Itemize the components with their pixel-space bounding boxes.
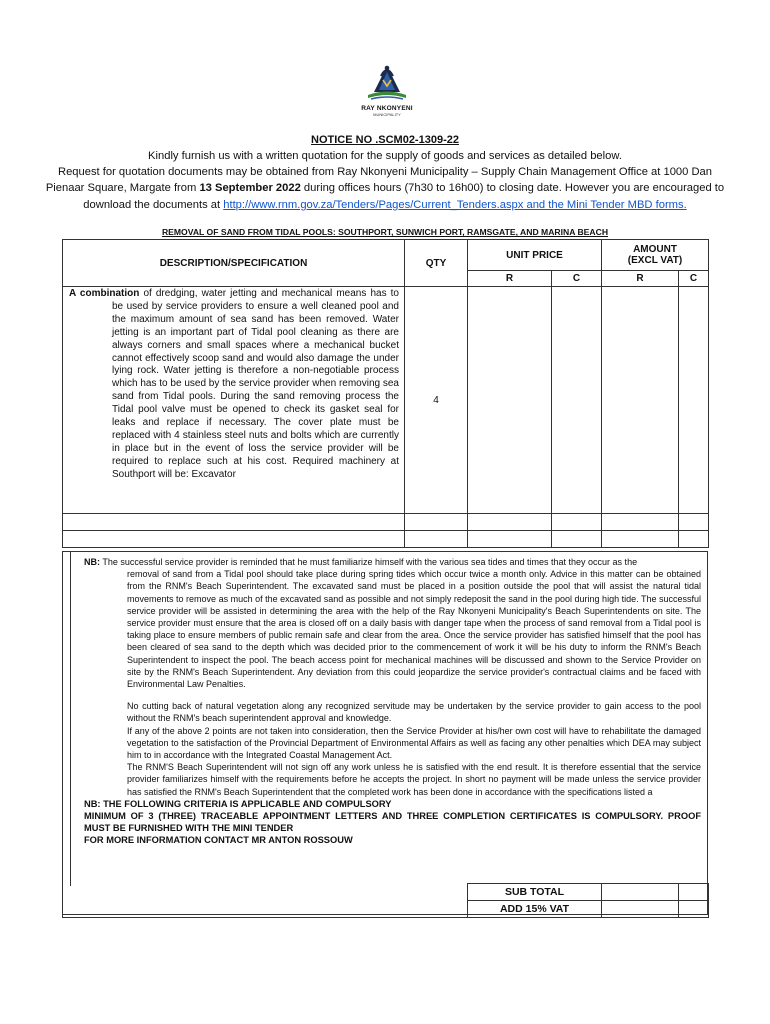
table-title: REMOVAL OF SAND FROM TIDAL POOLS: SOUTHPORT, SUNWICH PORT, RAMSGATE, AND MARINA BEACH <box>161 227 609 237</box>
amount-c-header: C <box>679 271 709 287</box>
unit-price-header: UNIT PRICE <box>468 240 602 271</box>
logo-name: RAY NKONYENI <box>361 105 413 112</box>
nb-paragraph-1-cont: removal of sand from a Tidal pool should take place during spring tides which occur twice a month only. Advice in this matter can be obtained from the RNM's Beach Superintendent. The excavated sand must be placed in a position outside the pool that will assist the natural tidal movements to remove as much of the excavated sand as possible and not simply redeposit the sand in the pool during high tide. The successful service provider will be assisted in determining the area with the help of the Ray Nkonyeni Municipality's Beach Superintendents on site. The service provider must ensure that the area is closed off on a daily basis with danger tape when the process of sand removal from a Tidal pool is taking place to ensure members of public remain safe and clear from the area. Once the service provider has satisfied himself that the pool has been cleared of sea sand to the depth which was decided prior to the commencement of work it will be his duty to inform the RNM's Beach Superintendent to inspect the pool. The beach access point for mechanical machines will be discussed and shown to the Service Provider on site by the RNM's Beach Superintendent. Any deviation from this could jeopardize the service provider's contractual claims and be faced with Environmental Law Penalties. <box>127 569 701 690</box>
subtotal-label: SUB TOTAL <box>468 884 602 901</box>
amount-header: AMOUNT (EXCL VAT) <box>602 240 709 271</box>
nb-contact: FOR MORE INFORMATION CONTACT MR ANTON ROSSOUW <box>84 835 353 846</box>
item-description: A combination of dredging, water jetting and mechanical means has to be used by service providers to ensure a well cleaned pool and the maximum amount of sea sand has been removed. Water jetting is an important part of Tidal pool cleaning as there are always corners and small spaces where a mechanical bucket cannot effectively scoop sand and would also damage the under lying rock. Water jetting is therefore a non-negotiable process which has to be used by the service provider when removing sea sand from Tidal pools. During the sand removing process the Tidal pool valve must be opened to check its gasket seal for leaks and replace if necessary. The cover plate must be replaced with 4 stainless steel nuts and bolts which are currently in place but in the event of loss the service provider will be required to replace such at his cost. Required machinery at Southport will be: Excavator <box>63 287 405 514</box>
logo-subtitle: MUNICIPALITY <box>373 112 401 117</box>
unit-price-r-cell[interactable] <box>468 287 552 514</box>
nb-paragraph-3: If any of the above 2 points are not taken into consideration, then the Service Provider at his/her own cost will have to rehabilitate the damaged vegetation to the satisfaction of the Provincial Department of Environmental Affairs as well as facing any other penalties which DEA may subject him to in accordance with the Integrated Coastal Management Act. <box>127 725 701 761</box>
vat-c-cell[interactable] <box>679 901 709 918</box>
tenders-link[interactable]: http://www.rnm.gov.za/Tenders/Pages/Current_Tenders.aspx and the Mini Tender MBD forms. <box>223 198 687 211</box>
notice-number: NOTICE NO .SCM02-1309-22 <box>311 134 459 146</box>
logo-emblem-icon <box>362 62 412 104</box>
vat-r-cell[interactable] <box>602 901 679 918</box>
amount-r-cell[interactable] <box>602 287 679 514</box>
subtotal-c-cell[interactable] <box>679 884 709 901</box>
subtotal-row <box>63 884 709 901</box>
nb-minimum-requirement: MINIMUM OF 3 (THREE) TRACEABLE APPOINTMENT LETTERS AND THREE COMPLETION CERTIFICATES IS COMPULSORY. PROOF MUST BE FURNISHED WITH THE MINI TENDER <box>84 811 701 834</box>
item-qty[interactable]: 4 <box>405 287 468 514</box>
table-row <box>63 287 709 514</box>
subtotal-r-cell[interactable] <box>602 884 679 901</box>
nb-paragraph-1: NB: The successful service provider is reminded that he must familiarize himself with the various sea tides and times that they occur as the <box>84 557 638 567</box>
unit-price-c-cell[interactable] <box>552 287 602 514</box>
unit-price-c-header: C <box>552 271 602 287</box>
amount-r-header: R <box>602 271 679 287</box>
unit-price-r-header: R <box>468 271 552 287</box>
intro-line-4: download the documents at http://www.rnm.gov.za/Tenders/Pages/Current_Tenders.aspx and the Mini Tender MBD forms. <box>83 198 687 211</box>
intro-line-2: Request for quotation documents may be obtained from Ray Nkonyeni Municipality – Supply Chain Management Office at 1000 Dan <box>57 166 712 179</box>
description-header: DESCRIPTION/SPECIFICATION <box>63 240 405 287</box>
intro-line-3: Pienaar Square, Margate from 13 September 2022 during offices hours (7h30 to 16h00) to closing date. However you are encouraged to <box>45 182 725 195</box>
intro-line-1: Kindly furnish us with a written quotation for the supply of goods and services as detailed below. <box>148 150 622 162</box>
nb-paragraph-4: The RNM'S Beach Superintendent will not sign off any work unless he is satisfied with the end result. It is therefore essential that the service provider familiarizes himself with the requirements before he accepts the project. In short no payment will be made unless the service provider has satisfied the RNM's Beach Superintendent that the completed work has been done in accordance with the specifications listed a <box>127 762 701 797</box>
quotation-table <box>62 239 709 548</box>
nb-paragraph-2: No cutting back of natural vegetation along any recognized servitude may be undertaken by the service provider to gain access to the pool without the RNM's beach superintendent approval and knowledge. <box>127 701 701 724</box>
start-date: 13 September 2022 <box>199 182 301 195</box>
qty-header: QTY <box>405 240 468 287</box>
vat-row <box>63 901 709 918</box>
table-row-empty <box>63 514 709 531</box>
nb-section <box>84 556 701 847</box>
intro-paragraph <box>20 148 750 213</box>
vat-label: ADD 15% VAT <box>468 901 602 918</box>
table-row-empty <box>63 531 709 548</box>
totals-table <box>62 883 709 918</box>
amount-c-cell[interactable] <box>679 287 709 514</box>
nb-criteria: NB: THE FOLLOWING CRITERIA IS APPLICABLE AND COMPULSORY <box>84 798 392 809</box>
table-header-row <box>63 240 709 271</box>
municipality-logo <box>352 62 422 120</box>
